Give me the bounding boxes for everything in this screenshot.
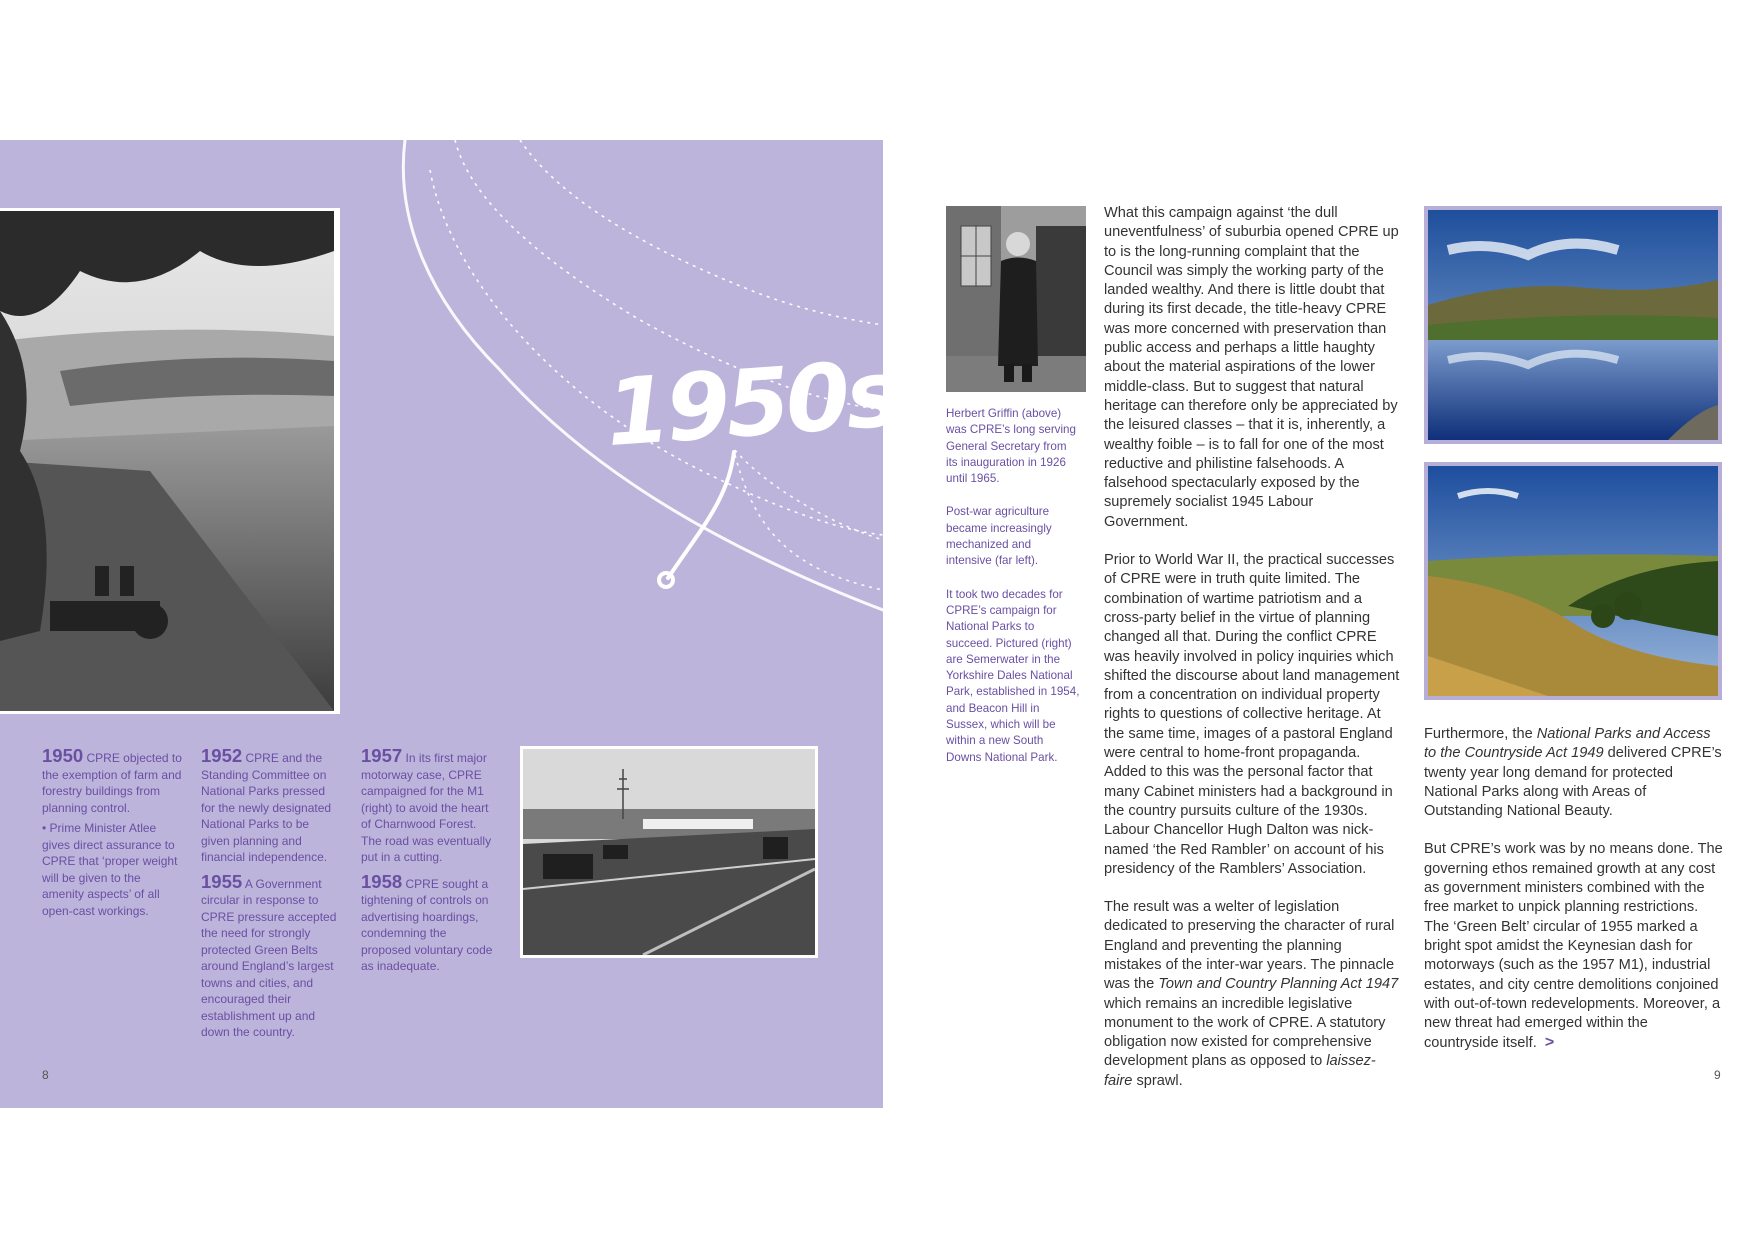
timeline-column-2 (201, 745, 337, 1045)
farm-tractor-photo (0, 208, 340, 714)
timeline-text: In its first major motorway case, CPRE campaigned for the M1 (right) to avoid the heart of Charnwood Forest. The road was eventually put in a cutting. (361, 751, 492, 864)
timeline-year: 1957 (361, 745, 403, 766)
body-paragraph: What this campaign against ‘the dull uneventfulness’ of suburbia opened CPRE up to is the long-running complaint that the Council was simply the working party of the landed wealthy. And there is little doubt that during its first decade, the title-heavy CPRE was more concerned with preservation than public access and perhaps a little haughty about the material aspirations of the lower middle-class. But to suggest that natural heritage can therefore only be appreciated by the leisured classes – that it is, inherently, a wealthy foible – is to fall for one of the most reductive and philistine falsehoods. A falsehood spectacularly exposed by the supremely socialist 1945 Labour Government. (1104, 205, 1399, 530)
caption-national-parks: It took two decades for CPRE’s campaign for National Parks to succeed. Pictured (right) are Semerwater in the Yorkshire Dales National Park, established in 1954, and Beacon Hill in Sussex, which will be within a new South Downs National Park. (946, 587, 1080, 764)
photo-captions (946, 406, 1080, 783)
body-column-1 (1104, 204, 1400, 1110)
timeline-year: 1955 (201, 870, 243, 892)
m1-motorway-photo (520, 746, 818, 958)
decade-title: 1950s (602, 339, 901, 468)
body-paragraph: But CPRE’s work was by no means done. The governing ethos remained growth at any cost as government ministers combined with the free market to unpick planning restrictions. The ‘Green Belt’ circular of 1955 marked a bright spot amidst the Keynesian dash for motorways (such as the 1957 M1), industrial estates, and city centre demolitions conjoined with out-of-town redevelopments. Moreover, a new threat had emerged within the countryside itself. > (1424, 841, 1723, 1052)
continue-arrow-icon[interactable]: > (1544, 1034, 1555, 1052)
herbert-griffin-portrait (946, 206, 1086, 392)
page-number-right: 9 (1714, 1068, 1721, 1082)
timeline-text: CPRE objected to the exemption of farm and forestry buildings from planning control. (42, 751, 182, 815)
body-paragraph: Furthermore, the National Parks and Access to the Countryside Act 1949 delivered CPRE’s twenty year long demand for protected National Parks along with Areas of Outstanding National Beauty. (1424, 726, 1722, 820)
timeline-year: 1950 (42, 745, 84, 766)
caption-agriculture: Post-war agriculture became increasingly mechanized and intensive (far left). (946, 505, 1052, 568)
body-paragraph: The result was a welter of legislation dedicated to preserving the character of rural England and preventing the planning mistakes of the inter-war years. The pinnacle was the Town and Country Planning Act 1947 which remains an incredible legislative monument to the work of CPRE. A statutory obligation now existed for comprehensive development plans as opposed to laissez-faire sprawl. (1104, 899, 1399, 1089)
timeline-text: A Government circular in response to CPRE pressure accepted the need for strongly protected Green Belts around England’s largest towns and cities, and encouraged their establishment up and down the country. (201, 876, 337, 1039)
semerwater-photo (1424, 206, 1722, 444)
timeline-year: 1958 (361, 870, 403, 892)
timeline-text: CPRE sought a tightening of controls on advertising hoardings, condemning the proposed voluntary code as inadequate. (361, 876, 493, 973)
body-column-2 (1424, 725, 1724, 1073)
page-number-left: 8 (42, 1068, 49, 1082)
timeline-bullet: • Prime Minister Atlee gives direct assurance to CPRE that ‘proper weight will be given to the amenity aspects’ of all open-cast workings. (42, 821, 178, 918)
timeline-column-1 (42, 745, 182, 923)
beacon-hill-photo (1424, 462, 1722, 700)
body-paragraph: Prior to World War II, the practical successes of CPRE were in truth quite limited. The combination of wartime patriotism and a cross-party belief in the virtue of planning changed all that. During the conflict CPRE was heavily involved in policy inquiries which shifted the discourse about land management from a concentration on individual property rights to questions of collective heritage. At the same time, images of a pastoral England were central to home-front propaganda. Added to this was the personal factor that many Cabinet ministers had a background in the country pursuits culture of the 1930s. Labour Chancellor Hugh Dalton was nick-named ‘the Red Rambler’ on account of his presidency of the Ramblers’ Association. (1104, 552, 1400, 877)
caption-herbert-griffin: Herbert Griffin (above) was CPRE’s long serving General Secretary from its inauguration in 1926 until 1965. (946, 407, 1076, 486)
timeline-year: 1952 (201, 745, 243, 766)
timeline-text: CPRE and the Standing Committee on National Parks pressed for the newly designated National Parks to be given planning and financial independence. (201, 751, 332, 864)
timeline-column-3 (361, 745, 499, 979)
